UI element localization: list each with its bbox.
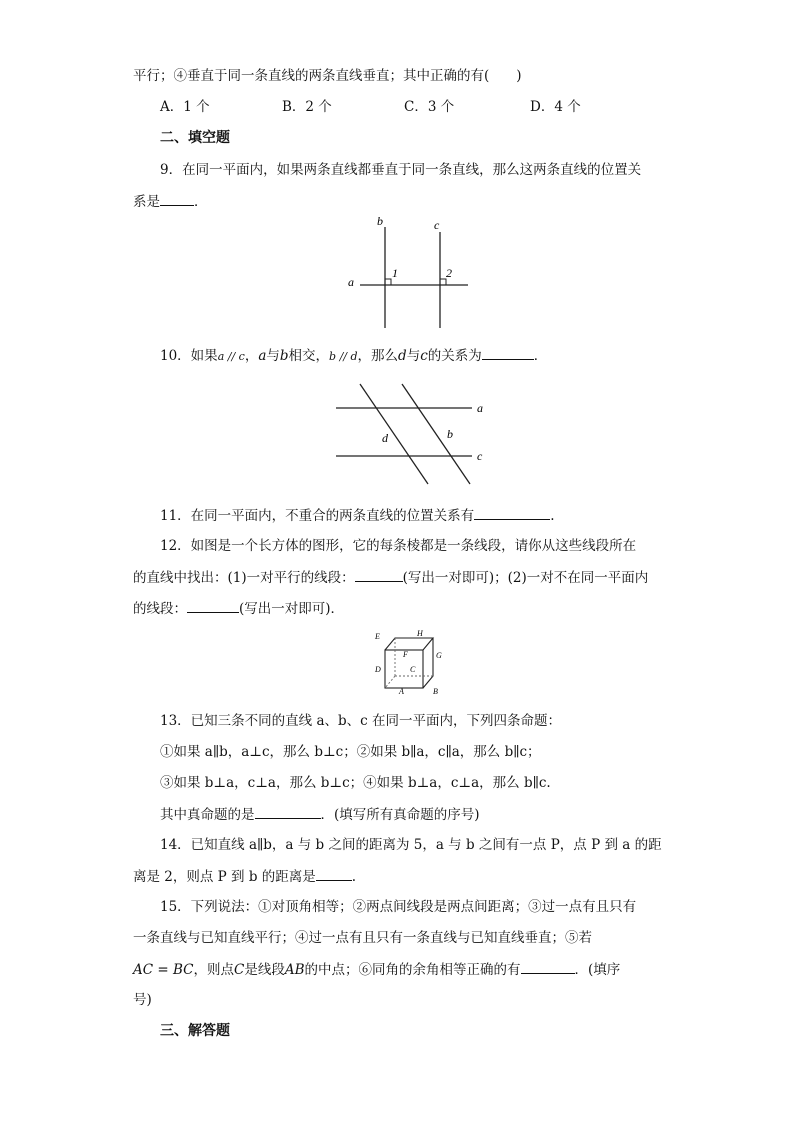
label-a: a bbox=[348, 275, 354, 289]
section-heading-fill: 二、填空题 bbox=[160, 130, 230, 146]
q15-math-c: C bbox=[233, 962, 245, 978]
right-angle-mark-1 bbox=[385, 279, 391, 285]
q8-option-b: B．2 个 bbox=[282, 99, 332, 115]
q10-text: 与 bbox=[266, 348, 280, 364]
q15-text: 的中点；⑥同角的余角相等正确的有 bbox=[304, 962, 521, 978]
q9-line-2 bbox=[133, 191, 208, 212]
q12-text: (写出一对即可)． bbox=[239, 601, 345, 617]
q12-line-1: 12．如图是一个长方体的图形，它的每条棱都是一条线段，请你从这些线段所在 bbox=[160, 538, 637, 554]
q9-answer-blank[interactable] bbox=[160, 191, 194, 206]
q14-line-1: 14．已知直线 a∥b，a 与 b 之间的距离为 5，a 与 b 之间有一点 P，点 P 到 a 的距 bbox=[160, 837, 662, 853]
q12-line-3 bbox=[133, 598, 344, 619]
vertex-C: C bbox=[410, 665, 416, 674]
q15-text: ，则点 bbox=[193, 962, 234, 978]
q15-line-4: 号) bbox=[133, 992, 152, 1008]
label-b: b bbox=[377, 214, 383, 228]
q14-answer-blank[interactable] bbox=[316, 866, 352, 881]
q14-line-2 bbox=[133, 866, 356, 887]
q8-option-d: D．4 个 bbox=[530, 99, 581, 115]
q10-figure bbox=[330, 376, 500, 486]
q15-line-1: 15．下列说法：①对顶角相等；②两点间线段是两点间距离；③过一点有且只有 bbox=[160, 899, 637, 915]
label-c: c bbox=[434, 218, 440, 232]
q10-text: ，那么 bbox=[357, 348, 399, 364]
label-c: c bbox=[477, 449, 483, 463]
q12-cuboid-figure bbox=[368, 628, 458, 700]
q15-math-ab: AB bbox=[284, 962, 305, 978]
vertex-H: H bbox=[417, 629, 423, 638]
hidden-edge bbox=[385, 676, 395, 688]
top-face bbox=[385, 638, 433, 650]
label-d: d bbox=[382, 431, 388, 445]
vertex-D: D bbox=[375, 665, 381, 674]
line-d bbox=[360, 384, 428, 484]
q10-math-a: a bbox=[258, 348, 267, 364]
q10-text: 10．如果 bbox=[160, 348, 218, 364]
q14-text: 离是 2，则点 P 到 b 的距离是 bbox=[133, 869, 316, 885]
label-b: b bbox=[447, 427, 453, 441]
q15-line-3 bbox=[133, 959, 620, 980]
q13-answer-blank[interactable] bbox=[255, 804, 321, 819]
q14-text-end: . bbox=[351, 869, 357, 885]
vertex-F: F bbox=[403, 650, 408, 659]
q13-text: ．(填写所有真命题的序号) bbox=[320, 807, 480, 823]
q11-text: 11．在同一平面内，不重合的两条直线的位置关系有 bbox=[160, 508, 475, 524]
vertex-E: E bbox=[375, 632, 380, 641]
q13-line-4 bbox=[160, 804, 480, 825]
q10-text: 相交， bbox=[288, 348, 330, 364]
q8-stem-tail: 平行；④垂直于同一条直线的两条直线垂直；其中正确的有( ) bbox=[133, 68, 522, 84]
q10-math-d: d bbox=[398, 348, 407, 364]
q13-line-1: 13．已知三条不同的直线 a、b、c 在同一平面内，下列四条命题： bbox=[160, 713, 562, 729]
q15-answer-blank[interactable] bbox=[521, 959, 575, 974]
line-b bbox=[402, 384, 470, 484]
section-heading-answer: 三、解答题 bbox=[160, 1023, 230, 1039]
label-a: a bbox=[477, 401, 483, 415]
vertex-G: G bbox=[436, 651, 442, 660]
q8-option-a: A．1 个 bbox=[160, 99, 210, 115]
q12-text: 的直线中找出：(1)一对平行的线段： bbox=[133, 570, 355, 586]
q13-text: 其中真命题的是 bbox=[160, 807, 255, 823]
q11-text-end: . bbox=[550, 508, 555, 524]
q15-line-2: 一条直线与已知直线平行；④过一点有且只有一条直线与已知直线垂直；⑤若 bbox=[133, 930, 592, 946]
q15-math-ac-eq-bc: AC = BC bbox=[133, 962, 194, 978]
q10-text: ， bbox=[244, 348, 259, 364]
q10-line-1 bbox=[160, 345, 547, 367]
q12-text: 的线段： bbox=[133, 601, 187, 617]
vertex-A: A bbox=[399, 687, 404, 696]
label-angle-1: 1 bbox=[392, 266, 398, 280]
q8-option-c: C．3 个 bbox=[404, 99, 455, 115]
q10-math-a-parallel-c: a // c bbox=[217, 350, 245, 363]
q15-text: ．(填序 bbox=[574, 962, 621, 978]
q11-answer-blank[interactable] bbox=[474, 505, 550, 520]
q10-math-c: c bbox=[420, 348, 428, 364]
q9-text: 系是 bbox=[133, 194, 160, 210]
q15-text: 是线段 bbox=[244, 962, 285, 978]
q10-math-b-parallel-d: b // d bbox=[329, 350, 358, 363]
q12-answer-blank-1[interactable] bbox=[355, 567, 403, 582]
q10-text-end: ． bbox=[533, 348, 548, 364]
label-angle-2: 2 bbox=[446, 266, 452, 280]
q9-text-end: ． bbox=[194, 194, 208, 210]
q9-line-1: 9．在同一平面内，如果两条直线都垂直于同一条直线，那么这两条直线的位置关 bbox=[160, 162, 642, 178]
q9-figure bbox=[340, 212, 480, 332]
q10-text: 与 bbox=[406, 348, 421, 364]
right-face bbox=[423, 638, 433, 688]
q11-line-1 bbox=[160, 505, 554, 526]
q10-answer-blank[interactable] bbox=[482, 345, 534, 360]
q12-line-2 bbox=[133, 567, 648, 588]
q12-answer-blank-2[interactable] bbox=[187, 598, 239, 613]
q13-line-2: ①如果 a∥b，a⊥c，那么 b⊥c；②如果 b∥a，c∥a，那么 b∥c； bbox=[160, 744, 541, 760]
q12-text: (写出一对即可)；(2)一对不在同一平面内 bbox=[402, 570, 649, 586]
q10-math-b: b bbox=[279, 348, 289, 364]
q13-line-3: ③如果 b⊥a，c⊥a，那么 b⊥c；④如果 b⊥a，c⊥a，那么 b∥c. bbox=[160, 775, 551, 791]
vertex-B: B bbox=[433, 687, 438, 696]
q10-text: 的关系为 bbox=[427, 348, 482, 364]
